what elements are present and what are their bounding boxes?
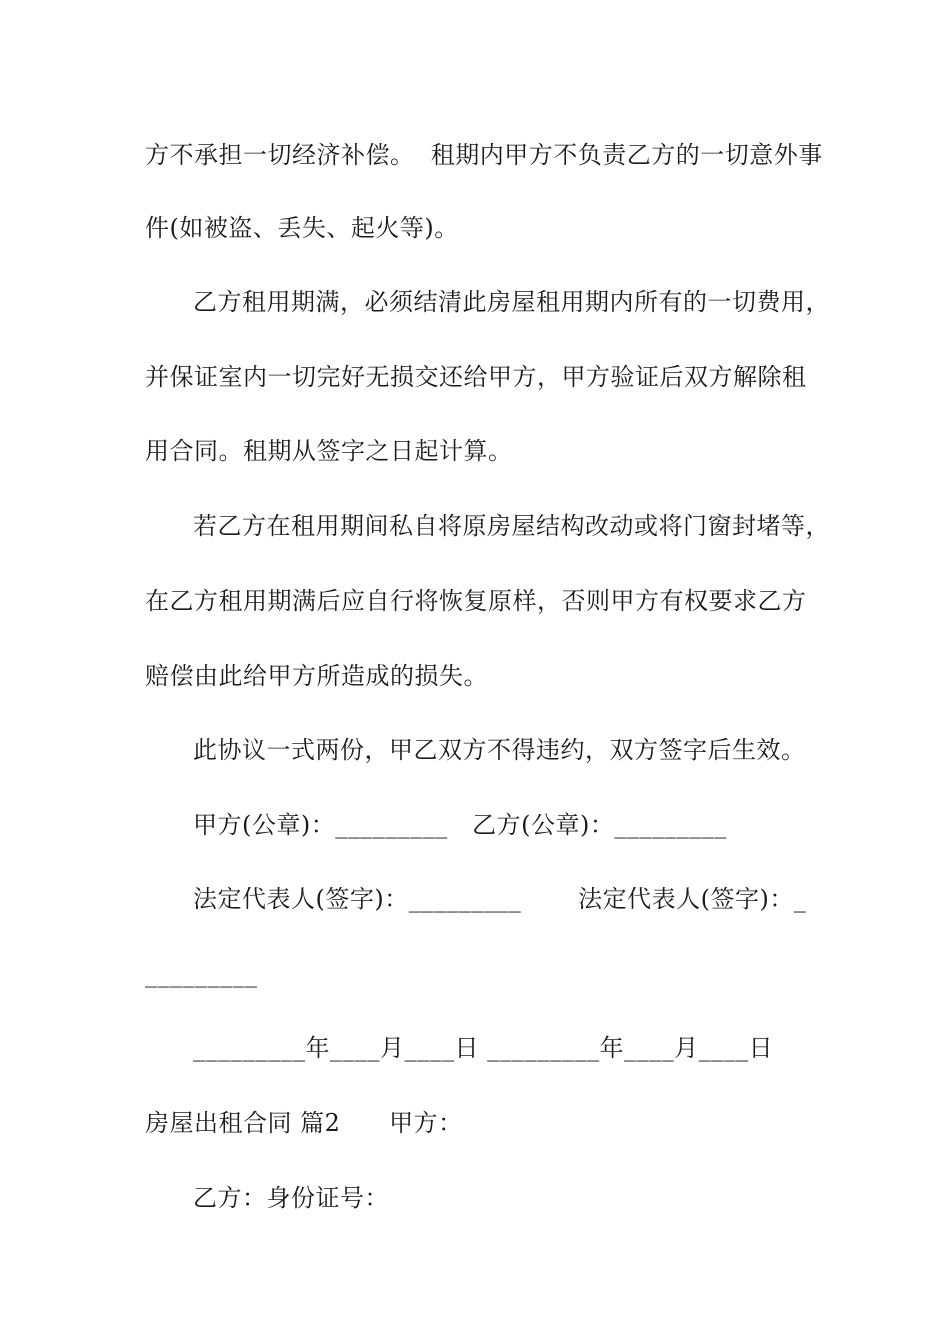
- section-heading: 房屋出租合同 篇2 甲方：: [145, 1109, 463, 1137]
- signature-line-continuation: _________: [145, 960, 258, 988]
- party-b-line: 乙方：身份证号：: [193, 1184, 389, 1212]
- paragraph-line: 此协议一式两份，甲乙双方不得违约，双方签字后生效。: [193, 736, 806, 764]
- paragraph-line: 在乙方租用期满后应自行将恢复原样，否则甲方有权要求乙方: [145, 587, 807, 615]
- paragraph-line: 乙方租用期满，必须结清此房屋租用期内所有的一切费用，: [193, 288, 830, 316]
- paragraph-line: 赔偿由此给甲方所造成的损失。: [145, 662, 488, 690]
- signature-line-seal: 甲方(公章)：_________ 乙方(公章)：_________: [193, 811, 727, 839]
- paragraph-line: 用合同。租期从签字之日起计算。: [145, 437, 513, 465]
- paragraph-line: 件(如被盗、丢失、起火等)。: [145, 214, 459, 242]
- signature-line-representative: 法定代表人(签字)：_________ 法定代表人(签字)：_: [193, 885, 807, 913]
- date-line: _________年____月____日 _________年____月____日: [193, 1034, 774, 1062]
- paragraph-line: 并保证室内一切完好无损交还给甲方，甲方验证后双方解除租: [145, 363, 807, 391]
- paragraph-line: 若乙方在租用期间私自将原房屋结构改动或将门窗封堵等，: [193, 512, 830, 540]
- paragraph-line: 方不承担一切经济补偿。 租期内甲方不负责乙方的一切意外事: [145, 141, 823, 169]
